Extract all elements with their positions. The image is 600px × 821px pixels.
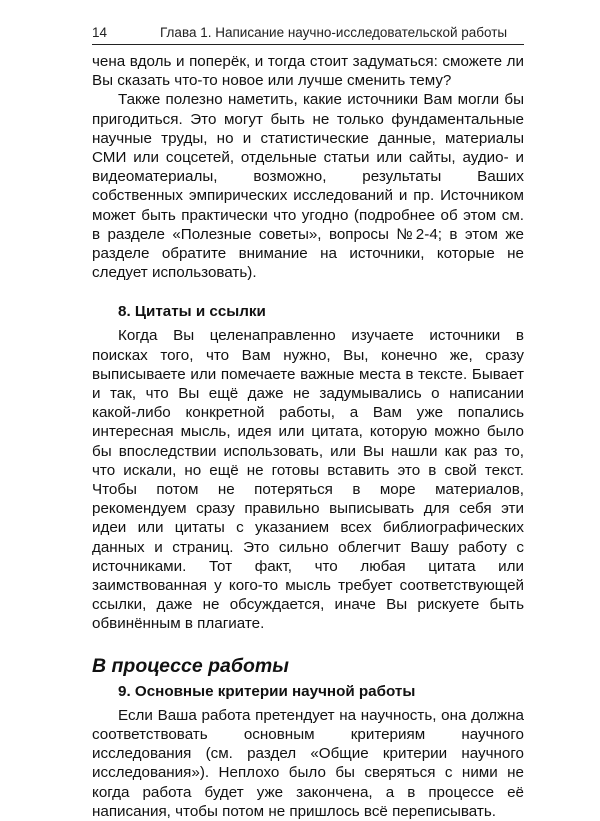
paragraph-sources: Также полезно наметить, какие источники Вам могли бы пригодиться. Это могут быть не только фундаментальные научные труды, но и статистические данные, материалы СМИ или соцсетей, отдельные статьи или сайты, аудио- и видеоматериалы, возможно, результаты Ваших собственных эмпирических исследований и пр. Источником может быть практически что угодно (подробнее об этом см. в разделе «Полезные советы», вопросы №2-4; в этом же разделе обратите внимание на источники, которые не следует использовать). xyxy=(92,91,524,282)
paragraph-continued: чена вдоль и поперёк, и тогда стоит задуматься: сможете ли Вы сказать что-то новое или лучше сменить тему? xyxy=(92,53,524,90)
paragraph-criteria: Если Ваша работа претендует на научность, она должна соответствовать основным критериям научного исследования (см. раздел «Общие критерии научного исследования»). Неплохо было бы сверяться с ними не когда работа будет уже закончена, а в процессе её написания, чтобы потом не пришлось всё переписывать. xyxy=(92,706,524,820)
page-header xyxy=(92,22,524,45)
section-heading-criteria: 9. Основные критерии научной работы xyxy=(118,682,416,700)
page-number: 14 xyxy=(92,25,108,40)
page-body xyxy=(92,52,524,821)
paragraph-citations: Когда Вы целенаправленно изучаете источники в поисках того, что Вам нужно, Вы, конечно же, сразу выписываете или помечаете важные места в тексте. Бывает и так, что Вы ещё даже не задумывались о написании какой-либо конкретной работы, а Вам уже попались интересная мысль, идея или цитата, которую можно было бы впоследствии использовать, или Вы нашли как раз то, что искали, но ещё не готовы вставить это в свой текст. Чтобы потом не потеряться в море материалов, рекомендуем сразу правильно выписывать для себя эти идеи или цитаты с указанием всех библиографических данных и страниц. Это сильно облегчит Вашу работу с источниками. Тот факт, что любая цитата или заимствованная у кого-то мысль требует соответствующей ссылки, даже не обсуждается, иначе Вы рискуете быть обвинённым в плагиате. xyxy=(92,327,524,633)
section-heading-citations: 8. Цитаты и ссылки xyxy=(118,303,266,321)
running-title: Глава 1. Написание научно-исследовательской работы xyxy=(160,25,508,40)
part-heading-in-process: В процессе работы xyxy=(92,654,289,677)
